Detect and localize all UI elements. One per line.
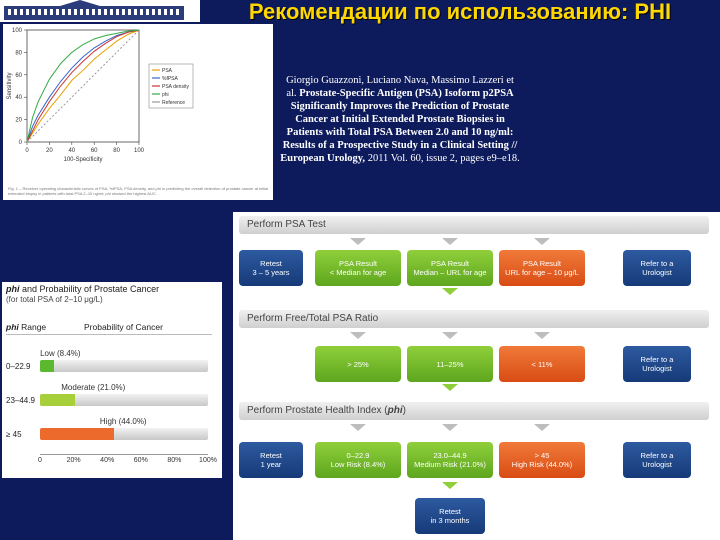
- phi-probability-panel: [2, 282, 222, 478]
- box-title: 0–22.9: [346, 451, 370, 460]
- roc-x-tick-label: 20: [46, 148, 53, 154]
- arrow-down-icon: [442, 482, 458, 489]
- prob-subtitle: (for total PSA of 2–10 μg/L): [6, 295, 103, 304]
- ratio-11-25-box: [407, 346, 493, 382]
- section-header-text: Perform Prostate Health Index (: [247, 405, 388, 416]
- refer-label: Refer to a: [640, 355, 674, 364]
- section-header-psa-test: Perform PSA Test: [239, 216, 709, 234]
- roc-y-tick-label: 0: [18, 140, 22, 146]
- box-title: > 45: [534, 451, 550, 460]
- phi-high-risk-box: [499, 442, 585, 478]
- ratio-above-25-box: [315, 346, 401, 382]
- arrow-down-icon: [534, 238, 550, 245]
- arrow-down-icon: [442, 332, 458, 339]
- prob-range-header: [6, 322, 46, 332]
- arrow-down-icon: [442, 424, 458, 431]
- retest-label: Retest: [260, 451, 282, 460]
- retest-label: Retest: [260, 259, 282, 268]
- arrow-down-icon: [534, 424, 550, 431]
- roc-x-tick-label: 80: [113, 148, 120, 154]
- prob-title: [6, 284, 159, 294]
- box-title: PSA Result: [431, 259, 469, 268]
- box-detail: Medium Risk (21.0%): [414, 460, 486, 469]
- box-title: PSA Result: [339, 259, 377, 268]
- retest-interval: 1 year: [260, 460, 282, 469]
- prob-bar-track: [40, 394, 208, 406]
- prob-axis-tick: 100%: [199, 457, 217, 464]
- citation: [280, 74, 520, 165]
- prob-bar-fill: [40, 428, 114, 440]
- section-header-end: ): [402, 405, 406, 416]
- roc-legend-label: phi: [162, 92, 169, 98]
- page-title: Рекомендации по использованию: PHI: [248, 0, 672, 24]
- roc-legend-label: PSA: [162, 68, 173, 74]
- refer-urologist-box: [623, 346, 691, 382]
- roc-x-axis-label: 100-Specificity: [63, 157, 103, 163]
- roc-x-tick-label: 60: [90, 148, 98, 154]
- logo-strip: [0, 0, 200, 22]
- refer-target: Urologist: [642, 460, 672, 469]
- roc-legend-label: Reference: [162, 100, 186, 106]
- prob-range-label: 23–44.9: [6, 396, 35, 405]
- arrow-down-icon: [350, 238, 366, 245]
- roc-legend-label: %fPSA: [162, 76, 178, 82]
- arrow-down-icon: [350, 424, 366, 431]
- prob-bar-label: High (44.0%): [99, 417, 147, 426]
- prob-bar-label: Moderate (21.0%): [61, 383, 126, 392]
- prob-bar-fill: [40, 394, 75, 406]
- prob-range-label: ≥ 45: [6, 430, 22, 439]
- refer-urologist-box: [623, 442, 691, 478]
- roc-series-line: [27, 30, 139, 142]
- psa-flowchart: [233, 212, 720, 540]
- refer-label: Refer to a: [640, 259, 674, 268]
- prob-bar-fill: [40, 360, 54, 372]
- box-title: > 25%: [347, 359, 369, 369]
- refer-target: Urologist: [642, 268, 672, 277]
- prob-title-rest: and Probability of Prostate Cancer: [19, 284, 160, 294]
- psa-median-url-box: [407, 250, 493, 286]
- prob-title-phi: phi: [6, 284, 20, 294]
- prob-probability-header: Probability of Cancer: [84, 322, 163, 332]
- arrow-down-icon: [442, 384, 458, 391]
- retest-interval: in 3 months: [430, 516, 470, 525]
- arrow-down-icon: [350, 332, 366, 339]
- prob-axis-tick: 60%: [133, 457, 148, 464]
- prob-bar-track: [40, 428, 208, 440]
- roc-y-tick-label: 100: [11, 28, 22, 34]
- box-title: PSA Result: [523, 259, 561, 268]
- roc-y-axis-label: Sensitivity: [7, 72, 13, 100]
- citation-title: Prostate-Specific Antigen (PSA) Isoform p2PSA Significantly Improves the Prediction of Prostate Cancer at Initial Extended Prostate Biopsies in Patients with Total PSA Between 2.0 and 10 ng/ml: Results of a Prospective Study in a Clinical Setting //: [282, 88, 518, 151]
- citation-journal: European Urology,: [280, 153, 366, 164]
- roc-y-tick-label: 20: [15, 117, 22, 124]
- prob-divider: [6, 334, 212, 335]
- roc-y-tick-label: 80: [15, 50, 22, 57]
- arrow-down-icon: [442, 288, 458, 295]
- retest-label: Retest: [439, 507, 461, 516]
- retest-3-months-box: [415, 498, 485, 534]
- prob-axis-tick: 80%: [167, 457, 182, 464]
- roc-series-line: [27, 30, 139, 142]
- section-header-phi: [239, 402, 709, 420]
- roc-x-tick-label: 100: [133, 148, 145, 154]
- section-header-free-total-ratio: Perform Free/Total PSA Ratio: [239, 310, 709, 328]
- psa-url-10-box: [499, 250, 585, 286]
- phi-medium-risk-box: [407, 442, 493, 478]
- arrow-down-icon: [442, 238, 458, 245]
- prob-axis-tick: 20%: [66, 457, 81, 464]
- roc-series-line: [27, 30, 139, 142]
- roc-y-tick-label: 60: [15, 72, 22, 79]
- roc-series-line: [27, 30, 139, 142]
- prob-axis: [40, 454, 208, 455]
- prob-bar-label: Low (8.4%): [40, 349, 81, 358]
- box-detail: High Risk (44.0%): [511, 460, 573, 469]
- section-header-phi: phi: [387, 405, 403, 416]
- prob-range-header-phi: phi: [6, 322, 19, 332]
- phi-low-risk-box: [315, 442, 401, 478]
- refer-label: Refer to a: [640, 451, 674, 460]
- roc-plot-frame: [27, 30, 139, 142]
- roc-y-tick-label: 40: [15, 95, 22, 102]
- prob-range-label: 0–22.9: [6, 362, 31, 371]
- ratio-below-11-box: [499, 346, 585, 382]
- roc-caption: Fig. 1 – Receiver operating characteristic curves of PSA, %fPSA, PSA density, and phi in predicting the overall detection of prostate cancer at initial extended biopsy in patients with total PSA 2–10 ng/ml; phi showed the highest AUC.: [8, 186, 269, 196]
- roc-chart: [3, 24, 273, 184]
- refer-urologist-box: [623, 250, 691, 286]
- building-logo-icon: [0, 0, 200, 22]
- roc-chart-panel: [3, 24, 273, 200]
- retest-interval: 3 – 5 years: [252, 268, 290, 277]
- citation-authors: Giorgio Guazzoni, Luciano Nava, Massimo Lazzeri et al.: [286, 75, 514, 99]
- box-title: < 11%: [531, 359, 553, 369]
- prob-range-header-rest: Range: [18, 322, 47, 332]
- retest-1-year-box: [239, 442, 303, 478]
- roc-legend-label: PSA density: [162, 84, 189, 90]
- arrow-down-icon: [534, 332, 550, 339]
- psa-below-median-box: [315, 250, 401, 286]
- prob-axis-tick: 0: [38, 457, 42, 464]
- prob-bar-track: [40, 360, 208, 372]
- box-title: 23.0–44.9: [433, 451, 467, 460]
- box-detail: < Median for age: [329, 268, 387, 277]
- retest-3-5-years-box: [239, 250, 303, 286]
- citation-details: 2011 Vol. 60, issue 2, pages e9–e18.: [367, 153, 520, 164]
- box-title: 11–25%: [436, 359, 464, 369]
- box-detail: URL for age – 10 μg/L: [505, 268, 579, 277]
- box-detail: Median – URL for age: [413, 268, 487, 277]
- roc-x-tick-label: 0: [25, 148, 29, 154]
- roc-x-tick-label: 40: [68, 148, 76, 154]
- refer-target: Urologist: [642, 364, 672, 373]
- box-detail: Low Risk (8.4%): [330, 460, 386, 469]
- roc-series-line: [27, 30, 139, 142]
- prob-axis-tick: 40%: [100, 457, 115, 464]
